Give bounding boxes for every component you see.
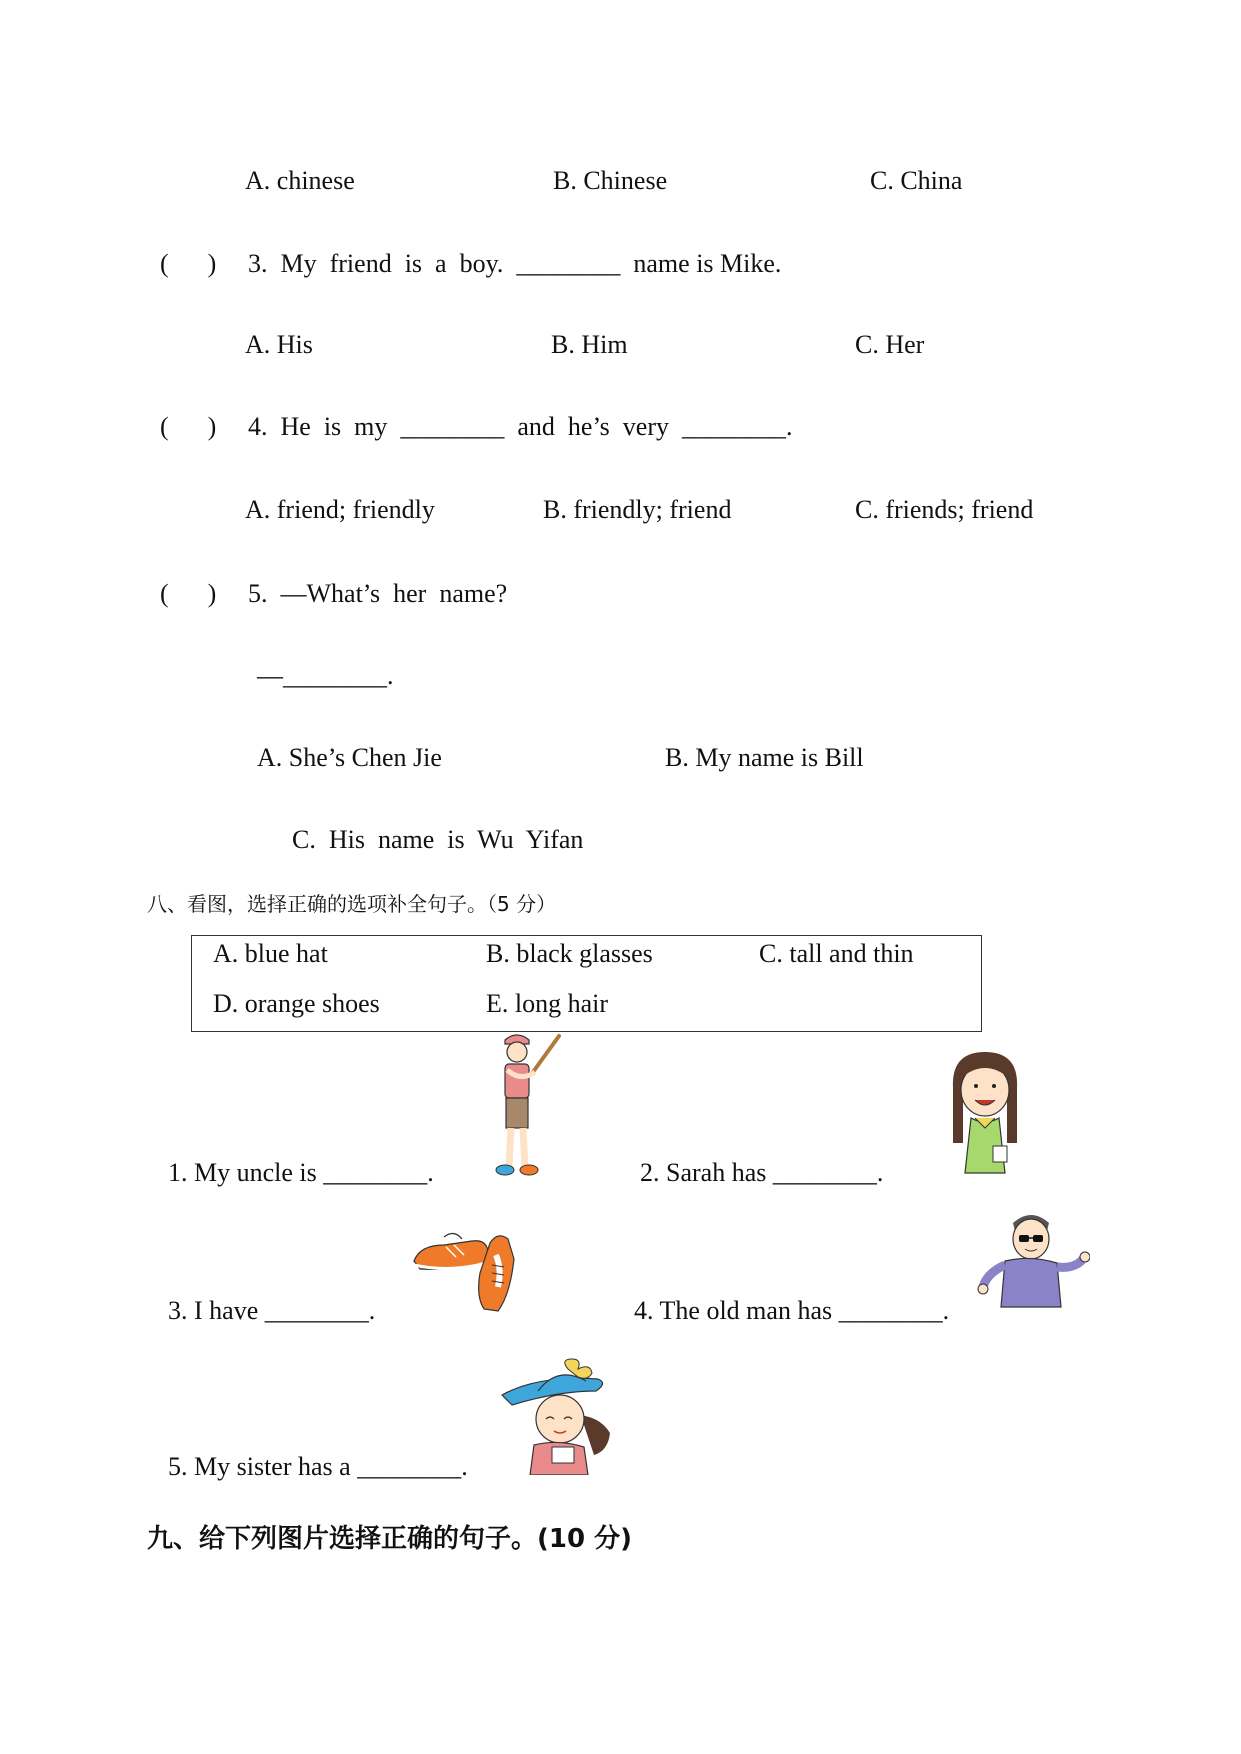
q5-answer-paren[interactable]: ( ): [160, 579, 217, 608]
q4-option-a: A. friend; friendly: [245, 495, 435, 524]
q4-text: 4. He is my ________ and he’s very ________.: [248, 412, 793, 441]
picture-sentence-1: 1. My uncle is ________.: [168, 1158, 434, 1187]
old-man-black-glasses-illustration: [975, 1207, 1090, 1317]
section-8-heading: 八、看图，选择正确的选项补全句子。（5 分）: [147, 892, 557, 916]
q3-option-b: B. Him: [551, 330, 628, 359]
q3-text: 3. My friend is a boy. ________ name is Mike.: [248, 249, 782, 278]
q3-option-c: C. Her: [855, 330, 925, 359]
section-9-heading: 九、给下列图片选择正确的句子。(10 分): [147, 1524, 632, 1554]
q5-option-b: B. My name is Bill: [665, 743, 864, 772]
q2-option-b: B. Chinese: [553, 166, 668, 195]
q5-option-c: C. His name is Wu Yifan: [292, 825, 584, 854]
sister-blue-hat-illustration: [498, 1355, 638, 1475]
picture-sentence-4: 4. The old man has ________.: [634, 1296, 950, 1325]
q5-answer-line: —________.: [257, 661, 394, 690]
picture-sentence-2: 2. Sarah has ________.: [640, 1158, 884, 1187]
picture-sentence-3: 3. I have ________.: [168, 1296, 376, 1325]
word-bank-b: B. black glasses: [486, 939, 653, 968]
q3-answer-paren[interactable]: ( ): [160, 249, 217, 278]
uncle-tall-thin-illustration: [483, 1030, 563, 1180]
word-bank-a: A. blue hat: [213, 939, 328, 968]
word-bank-d: D. orange shoes: [213, 989, 380, 1018]
sarah-long-hair-illustration: [945, 1048, 1025, 1178]
word-bank-c: C. tall and thin: [759, 939, 914, 968]
q3-option-a: A. His: [245, 330, 313, 359]
orange-shoes-illustration: [410, 1225, 535, 1317]
word-bank-e: E. long hair: [486, 989, 609, 1018]
q5-text: 5. —What’s her name?: [248, 579, 508, 608]
q4-answer-paren[interactable]: ( ): [160, 412, 217, 441]
q2-option-c: C. China: [870, 166, 963, 195]
q4-option-c: C. friends; friend: [855, 495, 1034, 524]
q5-option-a: A. She’s Chen Jie: [257, 743, 442, 772]
q4-option-b: B. friendly; friend: [543, 495, 732, 524]
q2-option-a: A. chinese: [245, 166, 355, 195]
picture-sentence-5: 5. My sister has a ________.: [168, 1452, 468, 1481]
